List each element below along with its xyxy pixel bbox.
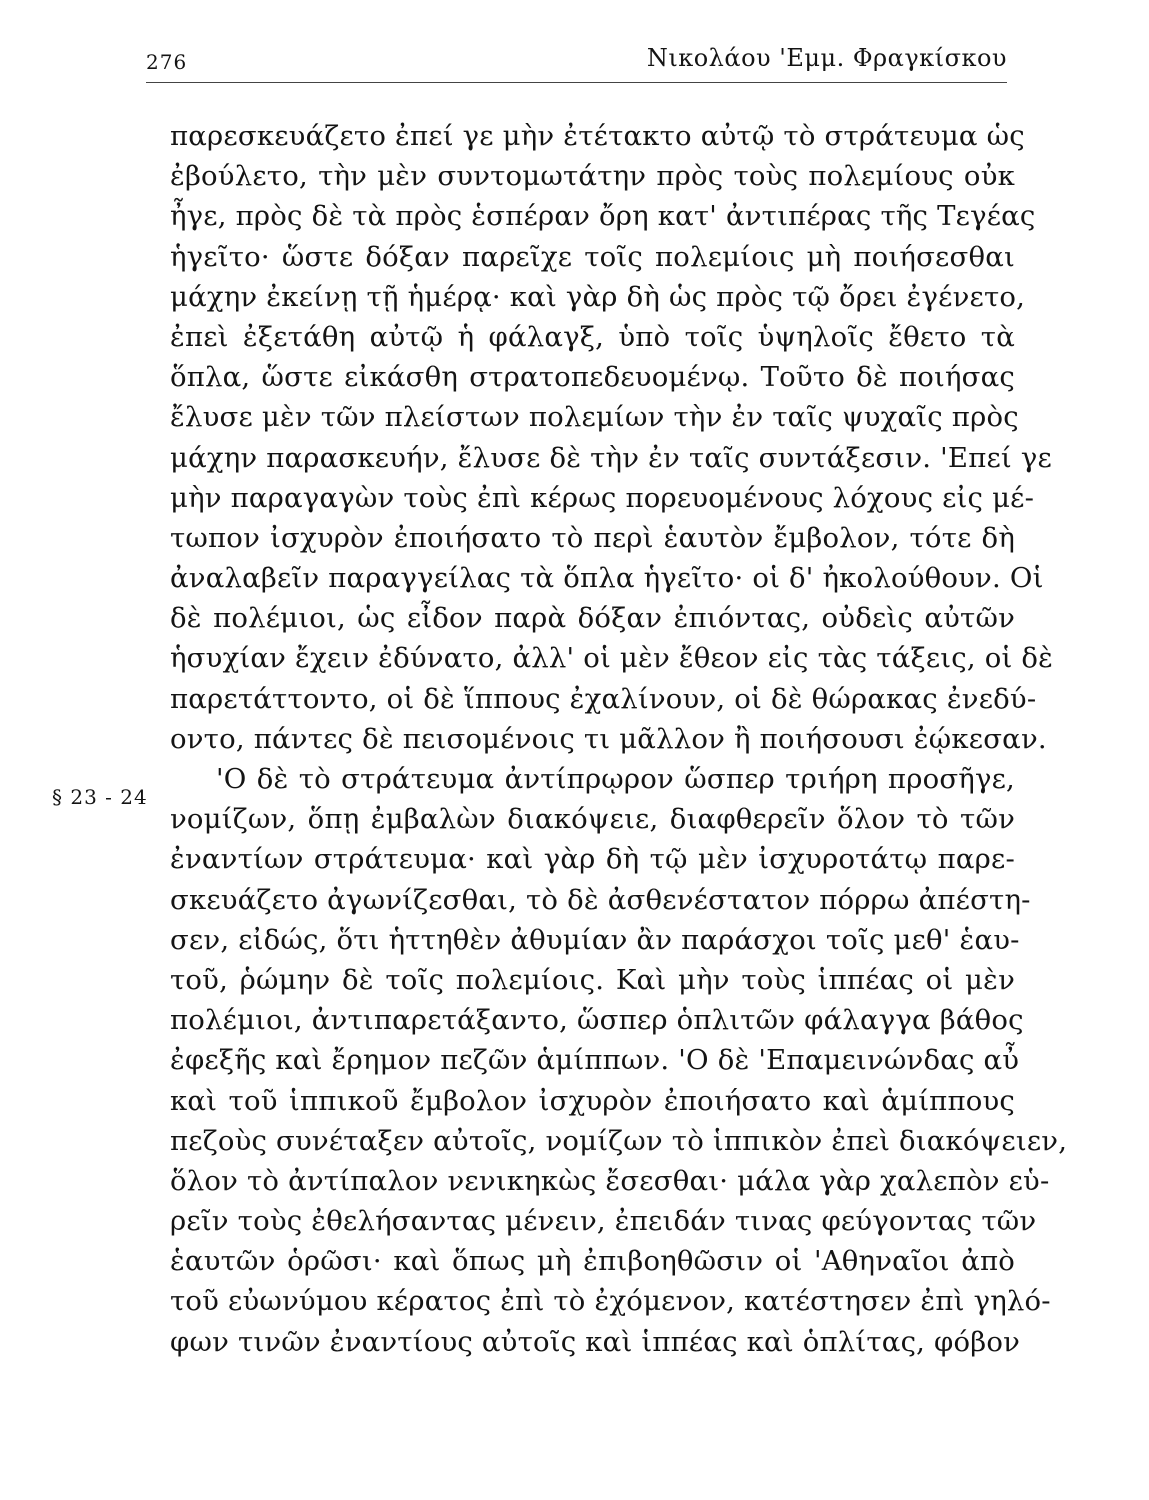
text-line: πεζοὺς συνέταξεν αὐτοῖς, νομίζων τὸ ἱππικὸν ἐπεὶ διακόψειεν, <box>170 1124 1068 1157</box>
text-line: ἐβούλετο, τὴν μὲν συντομωτάτην πρὸς τοὺς πολεμίους οὐκ <box>170 160 1015 193</box>
running-head: Νικολάου 'Εμμ. Φραγκίσκου <box>646 44 1007 72</box>
text-line: μάχην ἐκείνῃ τῇ ἡμέρᾳ· καὶ γὰρ δὴ ὡς πρὸς τῷ ὄρει ἐγένετο, <box>170 280 1026 313</box>
text-line: φων τινῶν ἐναντίους αὐτοῖς καὶ ἱππέας καὶ ὁπλίτας, φόβον <box>170 1325 1021 1358</box>
paragraph-first-line: 'Ο δὲ τὸ στράτευμα ἀντίπρῳρον ὥσπερ τριήρη προσῆγε, <box>216 763 1015 795</box>
text-line: ἡσυχίαν ἔχειν ἐδύνατο, ἀλλ' οἱ μὲν ἔθεον εἰς τὰς τάξεις, οἱ δὲ <box>170 642 1054 675</box>
text-line: ἀναλαβεῖν παραγγείλας τὰ ὅπλα ἡγεῖτο· οἱ δ' ἠκολούθουν. Οἱ <box>170 562 1044 595</box>
text-line: πολέμιοι, ἀντιπαρετάξαντο, ὥσπερ ὁπλιτῶν φάλαγγα βάθος <box>170 1004 1024 1037</box>
body-text <box>170 116 1068 1362</box>
text-line: ἐφεξῆς καὶ ἔρημον πεζῶν ἁμίππων. 'Ο δὲ 'Επαμεινώνδας αὖ <box>170 1044 1020 1077</box>
text-line: οντο, πάντες δὲ πεισομένοις τι μᾶλλον ἢ ποιήσουσι ἐῴκεσαν. <box>170 722 1047 755</box>
header-rule <box>146 82 1007 83</box>
text-line: σκευάζετο ἀγωνίζεσθαι, τὸ δὲ ἀσθενέστατον πόρρω ἀπέστη- <box>170 883 1031 916</box>
text-line: μὴν παραγαγὼν τοὺς ἐπὶ κέρως πορευομένους λόχους εἰς μέ- <box>170 481 1035 514</box>
section-marker: § 23 - 24 <box>52 785 148 809</box>
page-number: 276 <box>146 50 188 74</box>
text-line: ὅλον τὸ ἀντίπαλον νενικηκὼς ἔσεσθαι· μάλα γὰρ χαλεπὸν εὑ- <box>170 1164 1050 1197</box>
text-line: ἔλυσε μὲν τῶν πλείστων πολεμίων τὴν ἐν ταῖς ψυχαῖς πρὸς <box>170 401 1019 434</box>
text-line: τωπον ἰσχυρὸν ἐποιήσατο τὸ περὶ ἑαυτὸν ἔμβολον, τότε δὴ <box>170 521 1015 554</box>
text-line: τοῦ εὐωνύμου κέρατος ἐπὶ τὸ ἐχόμενον, κατέστησεν ἐπὶ γηλό- <box>170 1285 1051 1318</box>
text-line: ἦγε, πρὸς δὲ τὰ πρὸς ἑσπέραν ὄρη κατ' ἀντιπέρας τῆς Τεγέας <box>170 200 1036 233</box>
text-line: ὅπλα, ὥστε εἰκάσθη στρατοπεδευομένῳ. Τοῦτο δὲ ποιήσας <box>170 361 1015 394</box>
text-line: ἐναντίων στράτευμα· καὶ γὰρ δὴ τῷ μὲν ἰσχυροτάτῳ παρε- <box>170 843 1015 876</box>
text-line: σεν, εἰδώς, ὅτι ἡττηθὲν ἀθυμίαν ἂν παράσχοι τοῖς μεθ' ἑαυ- <box>170 923 1020 956</box>
text-line: παρεσκευάζετο ἐπεί γε μὴν ἐτέτακτο αὐτῷ τὸ στράτευμα ὡς <box>170 120 1025 152</box>
text-line: καὶ τοῦ ἱππικοῦ ἔμβολον ἰσχυρὸν ἐποιήσατο καὶ ἁμίππους <box>170 1084 1015 1117</box>
text-line: τοῦ, ῥώμην δὲ τοῖς πολεμίοις. Καὶ μὴν τοὺς ἱππέας οἱ μὲν <box>170 963 1015 996</box>
text-line: παρετάττοντο, οἱ δὲ ἵππους ἐχαλίνουν, οἱ δὲ θώρακας ἐνεδύ- <box>170 682 1037 715</box>
text-line: ρεῖν τοὺς ἐθελήσαντας μένειν, ἐπειδάν τινας φεύγοντας τῶν <box>170 1205 1037 1238</box>
text-line: μάχην παρασκευήν, ἔλυσε δὲ τὴν ἐν ταῖς συντάξεσιν. 'Επεί γε <box>170 441 1052 474</box>
text-line: ἡγεῖτο· ὥστε δόξαν παρεῖχε τοῖς πολεμίοις μὴ ποιήσεσθαι <box>170 240 1015 273</box>
text-line: νομίζων, ὅπῃ ἐμβαλὼν διακόψειε, διαφθερεῖν ὅλον τὸ τῶν <box>170 803 1015 836</box>
text-line: δὲ πολέμιοι, ὡς εἶδον παρὰ δόξαν ἐπιόντας, οὐδεὶς αὐτῶν <box>170 602 1015 635</box>
text-line: ἑαυτῶν ὁρῶσι· καὶ ὅπως μὴ ἐπιβοηθῶσιν οἱ 'Αθηναῖοι ἀπὸ <box>170 1245 1015 1278</box>
text-line: ἐπεὶ ἐξετάθη αὐτῷ ἡ φάλαγξ, ὑπὸ τοῖς ὑψηλοῖς ἔθετο τὰ <box>170 320 1015 353</box>
